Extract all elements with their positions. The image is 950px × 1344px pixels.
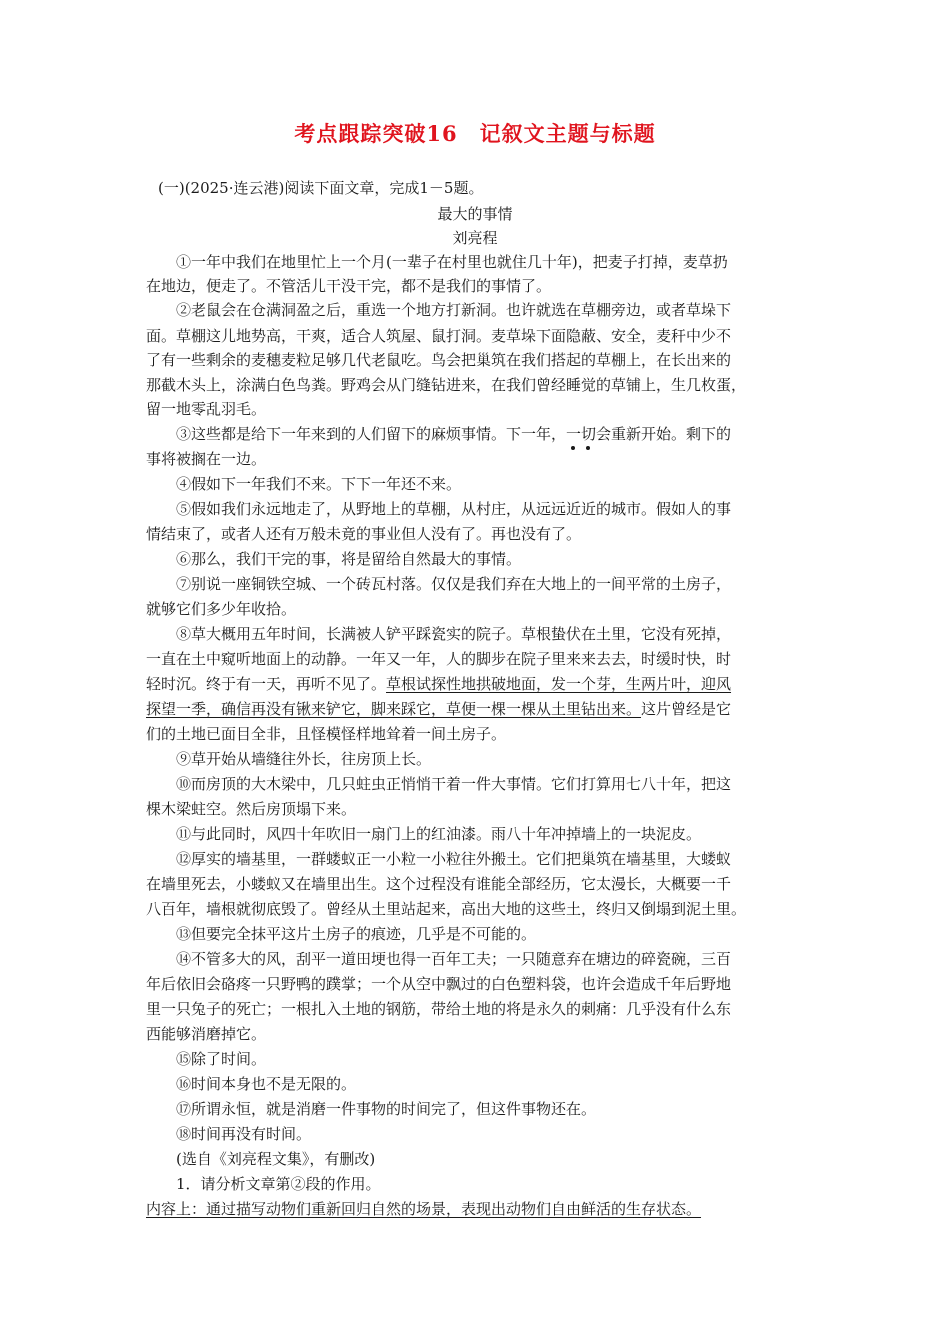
underlined-sentence-cont: 探望一季，确信再没有锹来铲它，脚来踩它，草便一棵一棵从土里钻出来。	[146, 700, 642, 718]
paragraph-14-line-2: 年后依旧会硌疼一只野鸭的蹼掌；一个从空中飘过的白色塑料袋，也许会造成千年后野地	[146, 975, 732, 993]
paragraph-8-line-3	[146, 674, 816, 694]
paragraph-10-line-2: 棵木梁蛀空。然后房顶塌下来。	[146, 800, 357, 818]
paragraph-1-line-2: 在地边，便走了。不管活儿干没干完，都不是我们的事情了。	[146, 277, 552, 295]
paragraph-17: ⑰所谓永恒，就是消磨一件事物的时间完了，但这件事物还在。	[176, 1100, 597, 1118]
paragraph-12-line-1: ⑫厚实的墙基里，一群蝼蚁正一小粒一小粒往外搬土。它们把巢筑在墙基里，大蝼蚁	[176, 850, 732, 868]
paragraph-12-line-2: 在墙里死去，小蝼蚁又在墙里出生。这个过程没有谁能全部经历，它太漫长，大概要一千	[146, 875, 732, 893]
paragraph-3-tail: 会重新开始。剩下的	[596, 425, 732, 443]
page-title: 考点跟踪突破16 记叙文主题与标题	[294, 121, 656, 146]
paragraph-5-line-1: ⑤假如我们永远地走了，从野地上的草棚，从村庄，从远远近近的城市。假如人的事	[176, 500, 732, 518]
paragraph-2-line-3: 了有一些剩余的麦穗麦粒足够几代老鼠吃。鸟会把巢筑在我们搭起的草棚上，在长出来的	[146, 351, 732, 369]
paragraph-3-line-2: 事将被搁在一边。	[146, 450, 267, 468]
paragraph-2-line-5: 留一地零乱羽毛。	[146, 400, 267, 418]
paragraph-7-line-1: ⑦别说一座铜铁空城、一个砖瓦村落。仅仅是我们弃在大地上的一间平常的土房子，	[176, 575, 732, 593]
paragraph-1-line-1: ①一年中我们在地里忙上一个月(一辈子在村里也就住几十年)，把麦子打掉，麦草扔	[176, 253, 728, 271]
question-intro: (一)(2025·连云港)阅读下面文章，完成1－5题。	[158, 179, 484, 197]
paragraph-14-line-1: ⑭不管多大的风，刮平一道田埂也得一百年工夫；一只随意弃在塘边的碎瓷碗，三百	[176, 950, 732, 968]
question-1: 1．请分析文章第②段的作用。	[176, 1175, 381, 1193]
answer-1: 内容上：通过描写动物们重新回归自然的场景，表现出动物们自由鲜活的生存状态。	[146, 1200, 702, 1218]
paragraph-5-line-2: 情结束了，或者人还有万般未竟的事业但人没有了。再也没有了。	[146, 525, 582, 543]
paragraph-3-head: ③这些都是给下一年来到的人们留下的麻烦事情。下一年，	[176, 425, 567, 443]
source-note: (选自《刘亮程文集》，有删改)	[176, 1150, 376, 1168]
paragraph-12-line-3: 八百年，墙根就彻底毁了。曾经从土里站起来，高出大地的这些土，终归又倒塌到泥土里。	[146, 900, 747, 918]
paragraph-3-line-1	[176, 424, 816, 444]
paragraph-2-line-2: 面。草棚这儿地势高，干爽，适合人筑屋、鼠打洞。麦草垛下面隐蔽、安全，麦秆中少不	[146, 327, 732, 345]
article-title: 最大的事情	[437, 205, 513, 223]
paragraph-16: ⑯时间本身也不是无限的。	[176, 1075, 357, 1093]
paragraph-4: ④假如下一年我们不来。下下一年还不来。	[176, 475, 462, 493]
paragraph-18: ⑱时间再没有时间。	[176, 1125, 312, 1143]
paragraph-8-line-4	[146, 699, 816, 719]
paragraph-8-line-5: 们的土地已面目全非，且怪模怪样地耸着一间土房子。	[146, 725, 507, 743]
paragraph-14-line-3: 里一只兔子的死亡；一根扎入土地的钢筋，带给土地的将是永久的刺痛：几乎没有什么东	[146, 1000, 732, 1018]
paragraph-9: ⑨草开始从墙缝往外长，往房顶上长。	[176, 750, 432, 768]
paragraph-8-line-4-tail: 这片曾经是它	[641, 700, 732, 718]
paragraph-14-line-4: 西能够消磨掉它。	[146, 1025, 267, 1043]
paragraph-10-line-1: ⑩而房顶的大木梁中，几只蛀虫正悄悄干着一件大事情。它们打算用七八十年，把这	[176, 775, 732, 793]
article-author: 刘亮程	[452, 229, 498, 247]
dotted-emphasis: 一切	[566, 425, 596, 443]
paragraph-13: ⑬但要完全抹平这片土房子的痕迹，几乎是不可能的。	[176, 925, 537, 943]
paragraph-2-line-1: ②老鼠会在仓满洞盈之后，重选一个地方打新洞。也许就选在草棚旁边，或者草垛下	[176, 301, 732, 319]
paragraph-7-line-2: 就够它们多少年收拾。	[146, 600, 297, 618]
paragraph-11: ⑪与此同时，风四十年吹旧一扇门上的红油漆。雨八十年冲掉墙上的一块泥皮。	[176, 825, 702, 843]
paragraph-8-line-1: ⑧草大概用五年时间，长满被人铲平踩瓷实的院子。草根蛰伏在土里，它没有死掉，	[176, 625, 732, 643]
underlined-sentence: 草根试探性地拱破地面，发一个芽，生两片叶，迎风	[386, 675, 732, 693]
paragraph-8-line-3-head: 轻时沉。终于有一天，再听不见了。	[146, 675, 387, 693]
paragraph-6: ⑥那么，我们干完的事，将是留给自然最大的事情。	[176, 550, 522, 568]
paragraph-15: ⑮除了时间。	[176, 1050, 267, 1068]
paragraph-2-line-4: 那截木头上，涂满白色鸟粪。野鸡会从门缝钻进来，在我们曾经睡觉的草铺上，生几枚蛋，	[146, 376, 747, 394]
paragraph-8-line-2: 一直在土中窥听地面上的动静。一年又一年，人的脚步在院子里来来去去，时缓时快，时	[146, 650, 732, 668]
